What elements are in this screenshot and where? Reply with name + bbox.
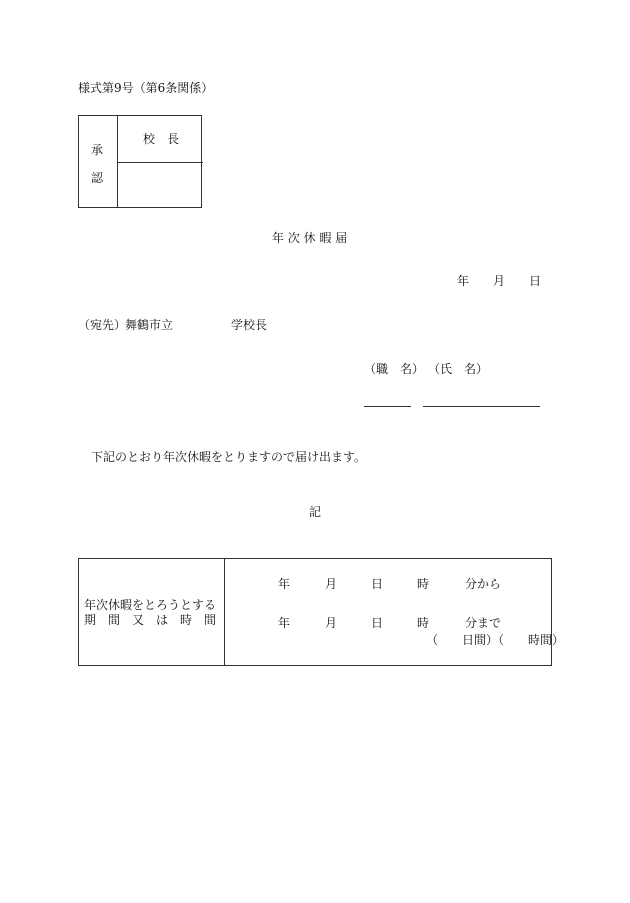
to-minute: 分まで (465, 616, 502, 630)
approval-box (78, 115, 202, 208)
form-number: 様式第9号（第6条関係） (78, 81, 214, 95)
from-month: 月 (325, 577, 338, 591)
from-day: 日 (371, 577, 384, 591)
document-title: 年 次 休 暇 届 (272, 231, 348, 245)
principal-label: 校 長 (143, 132, 180, 146)
ki-heading: 記 (309, 505, 322, 519)
period-table (78, 558, 565, 666)
to-year: 年 (278, 616, 291, 630)
date-day: 日 (529, 274, 542, 288)
from-year: 年 (278, 577, 291, 591)
recipient-school-prefix: 舞鶴市立 (125, 318, 174, 332)
period-table-divider (224, 559, 225, 665)
approval-label-bottom: 認 (91, 171, 104, 185)
to-day: 日 (371, 616, 384, 630)
statement-text: 下記のとおり年次休暇をとりますので届け出ます。 (91, 450, 367, 464)
principal-seal-area[interactable] (118, 163, 202, 207)
name-label: （氏 名） (428, 362, 489, 376)
period-label-line2: 期 間 又 は 時 間 (84, 613, 217, 627)
name-field[interactable] (423, 406, 540, 407)
position-label: （職 名） (364, 362, 425, 376)
date-month: 月 (493, 274, 506, 288)
from-minute: 分から (465, 577, 502, 591)
from-hour: 時 (417, 577, 430, 591)
recipient-prefix: （宛先） (78, 318, 127, 332)
total-days: （ 日間） (426, 633, 499, 647)
date-year: 年 (457, 274, 470, 288)
period-label-line1: 年次休暇をとろうとする (84, 598, 217, 612)
total-hours: （ 時間） (492, 633, 565, 647)
recipient-school-suffix: 学校長 (231, 318, 268, 332)
position-field[interactable] (364, 406, 411, 407)
to-month: 月 (325, 616, 338, 630)
to-hour: 時 (417, 616, 430, 630)
school-name-field[interactable] (175, 316, 227, 332)
approval-label-top: 承 (91, 143, 104, 157)
